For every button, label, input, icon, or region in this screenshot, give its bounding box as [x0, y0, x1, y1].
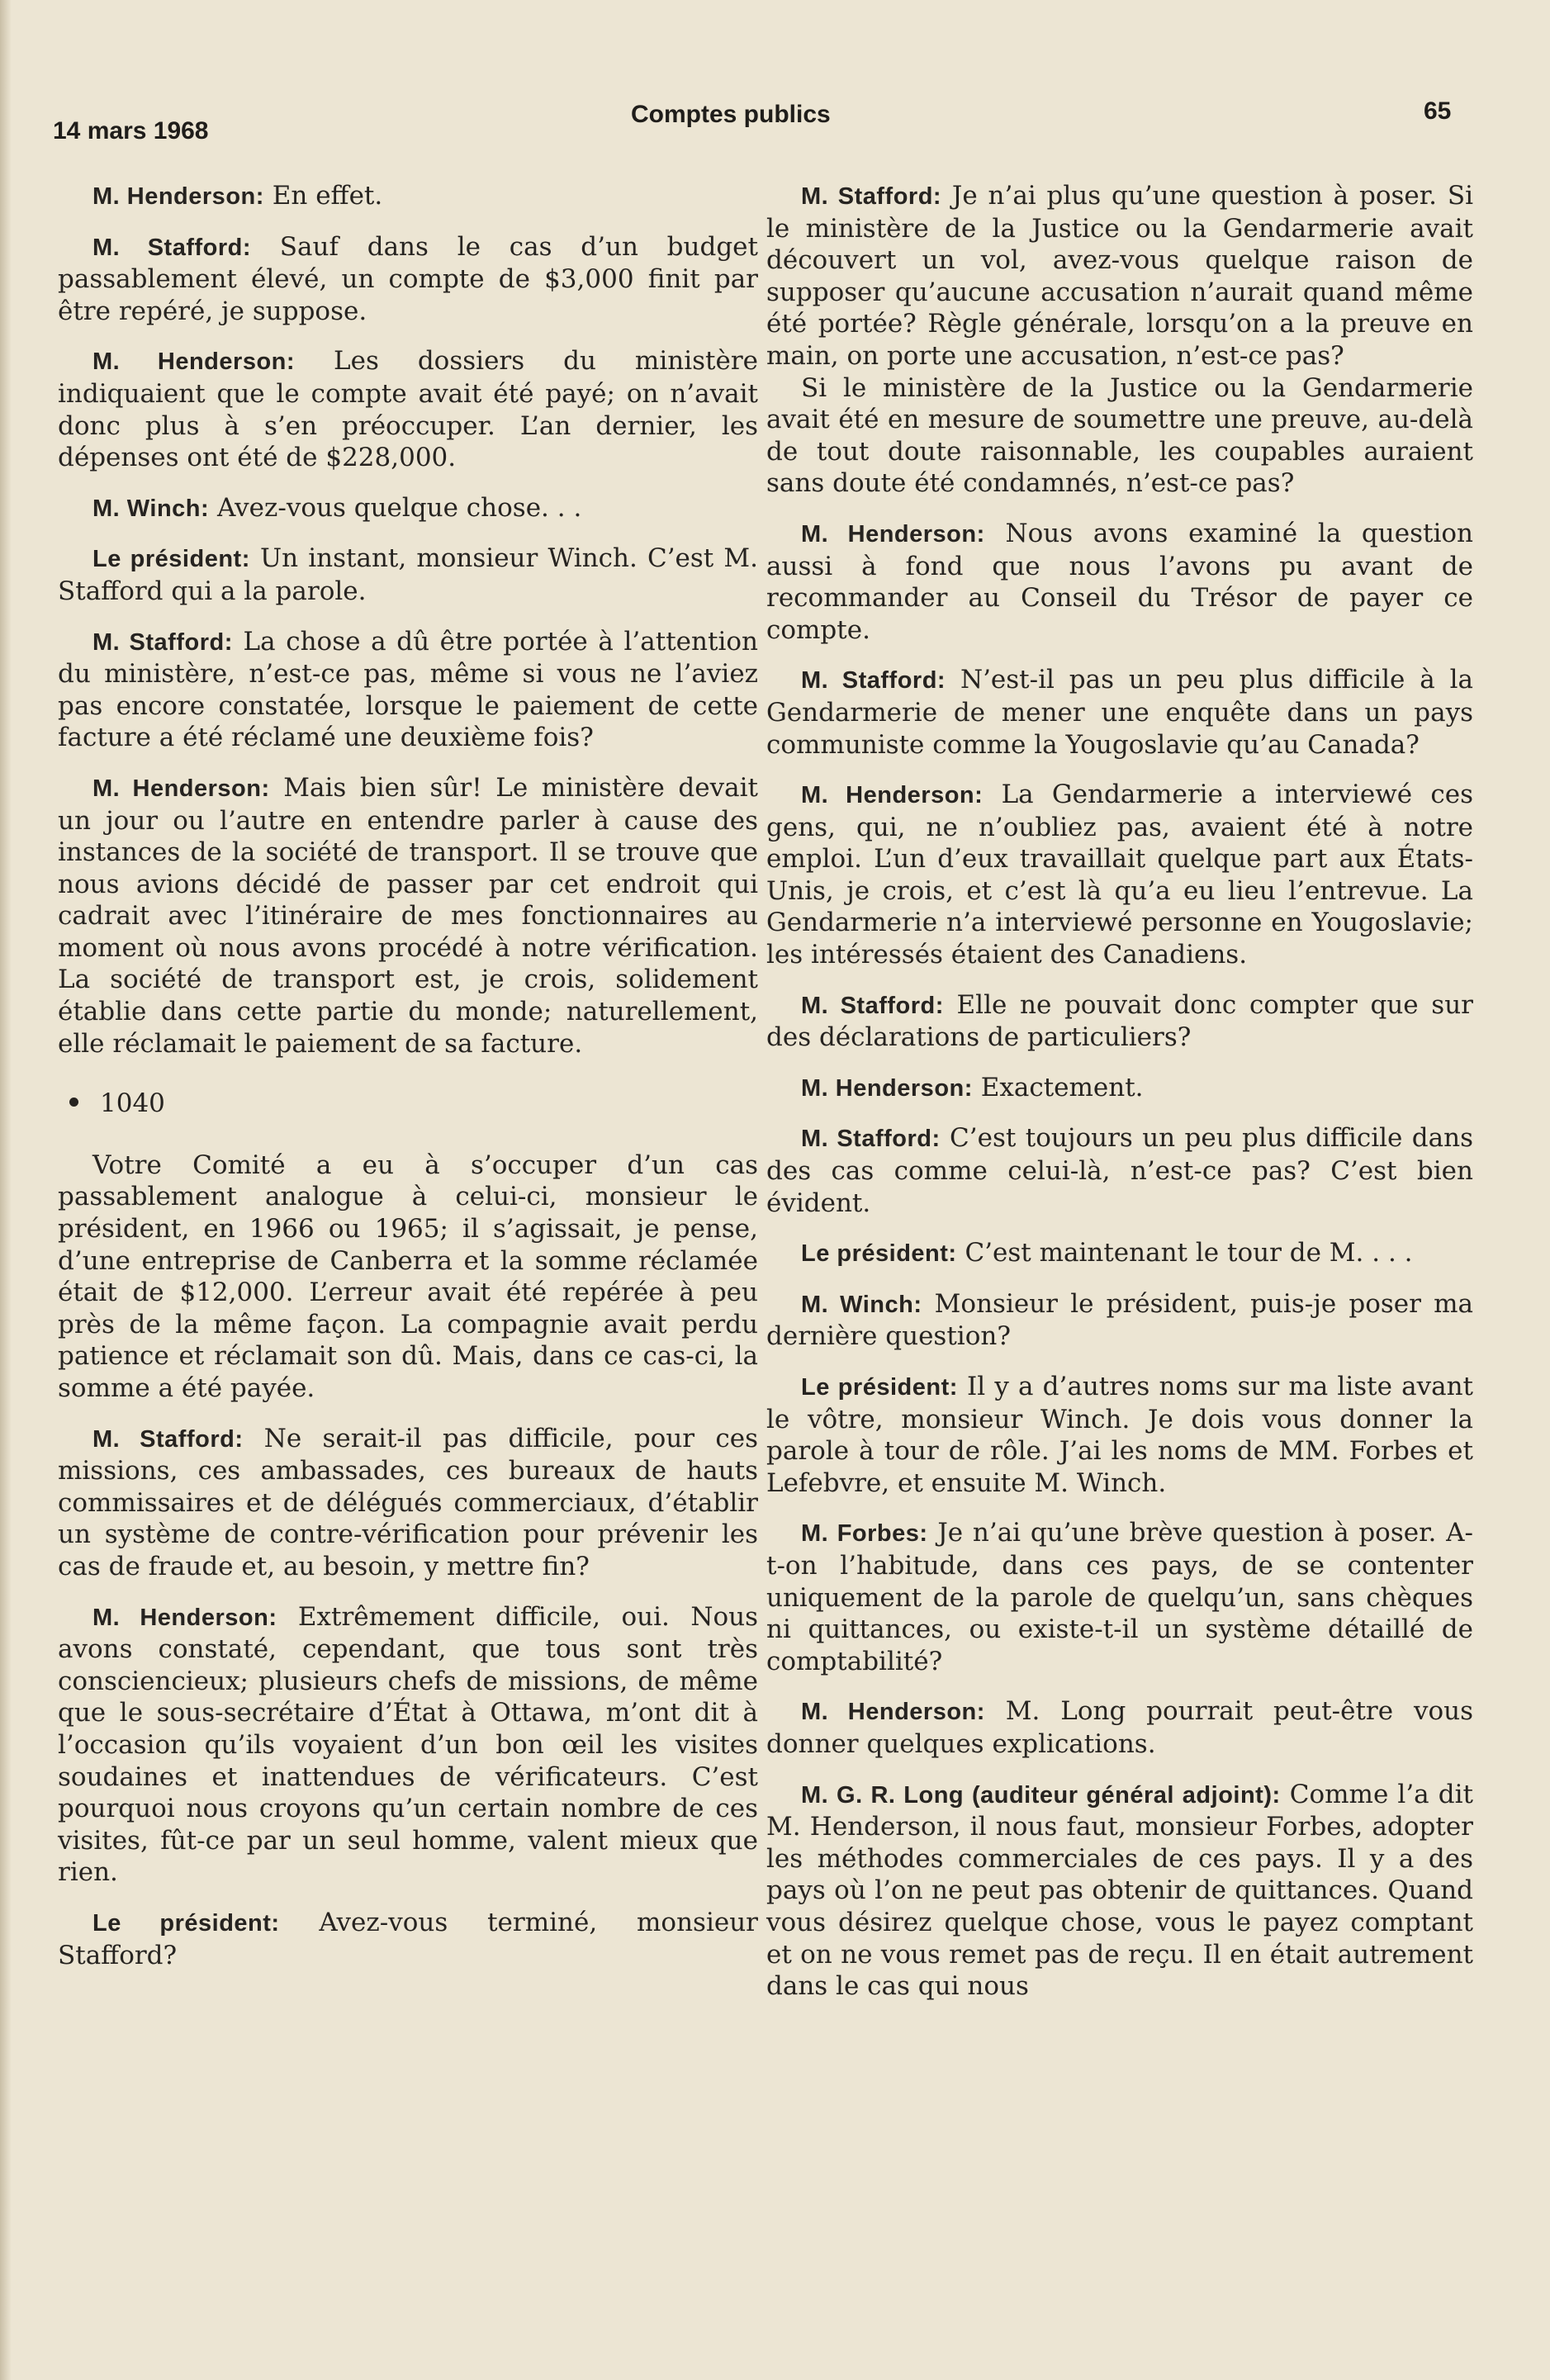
auditor-narrative: Votre Comité a eu à s’occuper d’un cas passablement analogue à celui-ci, monsieur le président, en 1966 ou 1965; il s’agissait, je pense, d’une entreprise de Canberra et la somme réclamée était de $12,000. L’erreur avait été repérée à peu près de la même façon. La compagnie avait perdu patience et réclamait son dû. Mais, dans ce cas-ci, la somme a été payée.	[58, 1150, 758, 1403]
transcript-paragraph	[58, 180, 758, 213]
speaker-name: M. Henderson:	[92, 1604, 277, 1631]
left-column-dialogue-b	[58, 1423, 758, 1972]
speech-text: Avez-vous quelque chose. . .	[209, 492, 582, 523]
speech-text: Les dossiers du ministère indiquaient que le compte avait été payé; on n’avait donc plus à s’en préoccuper. L’an dernier, les dépenses ont été de $228,000.	[58, 346, 758, 473]
page-binding-edge	[0, 0, 12, 2380]
speaker-name: M. Henderson:	[801, 782, 984, 809]
speech-text: Je n’ai plus qu’une question à poser. Si le ministère de la Justice ou la Gendarmerie avait découvert un vol, avez-vous quelque raison de supposer qu’aucune accusation n’aurait quand même été portée? Règle générale, lorsqu’on a la preuve en main, on porte une accusation, n’est-ce pas?	[766, 181, 1473, 371]
section-marker	[69, 1088, 758, 1120]
speech-text: Elle ne pouvait donc compter que sur des déclarations de particuliers?	[766, 989, 1473, 1053]
right-column	[766, 180, 1473, 2021]
transcript-paragraph	[766, 664, 1473, 761]
transcript-paragraph	[766, 989, 1473, 1054]
speech-text: Comme l’a dit M. Henderson, il nous faut, monsieur Forbes, adopter les méthodes commerciales de ces pays. Il y a des pays où l’on ne peut pas obtenir de quittances. Quand vous désirez quelque chose, vous le payez comptant et on ne vous remet pas de reçu. Il en était autrement dans le cas qui nous	[766, 1779, 1473, 2002]
speech-text: C’est toujours un peu plus difficile dans des cas comme celui-là, n’est-ce pas? C’est bien évident.	[766, 1123, 1473, 1218]
speaker-name: M. Forbes:	[801, 1520, 928, 1548]
transcript-paragraph	[58, 626, 758, 754]
transcript-paragraph	[766, 1695, 1473, 1760]
speech-text: Avez-vous terminé, monsieur Stafford?	[58, 1907, 759, 1970]
speech-text: En effet.	[263, 181, 383, 211]
speech-text: N’est-il pas un peu plus difficile à la Gendarmerie de mener une enquête dans un pays communiste comme la Yougoslavie qu’au Canada?	[766, 665, 1473, 760]
speaker-name: Le président:	[92, 1909, 280, 1937]
speaker-name: M. Stafford:	[801, 667, 946, 695]
transcript-paragraph	[58, 1907, 758, 1971]
transcript-paragraph	[58, 231, 758, 328]
speech-text: Extrêmement difficile, oui. Nous avons constaté, cependant, que tous sont très consciencieux; plusieurs chefs de missions, de même que le sous-secrétaire d’État à Ottawa, m’ont dit à l’occasion qu’ils voyaient d’un bon œil les visites soudaines et inattendues de vérificateurs. C’est pourquoi nous croyons qu’un certain nombre de ces visites, fût-ce par un seul homme, valent mieux que rien.	[58, 1601, 758, 1888]
header-date: 14 mars 1968	[53, 117, 209, 145]
transcript-paragraph	[766, 1072, 1473, 1105]
speaker-name: M. G. R. Long (auditeur général adjoint):	[801, 1781, 1281, 1809]
transcript-paragraph	[766, 1288, 1473, 1353]
speech-text: Exactement.	[972, 1072, 1144, 1102]
transcript-paragraph	[766, 518, 1473, 646]
speech-text: La chose a dû être portée à l’attention du ministère, n’est-ce pas, même si vous ne l’aviez pas encore constatée, lorsque le paiement de cette facture a été réclamé une deuxième fois?	[58, 626, 758, 753]
speech-text: Si le ministère de la Justice ou la Gendarmerie avait été en mesure de soumettre une preuve, au-delà de tout doute raisonnable, les coupables auraient sans doute été condamnés, n’est-ce pas?	[766, 372, 1473, 499]
speaker-name: M. Henderson:	[92, 775, 270, 802]
speaker-name: M. Henderson:	[92, 183, 264, 210]
speech-text: Je n’ai qu’une brève question à poser. A-t-on l’habitude, dans ces pays, de se contenter uniquement de la parole de quelqu’un, sans chèques ni quittances, ou existe-t-il un système détaillé de comptabilité?	[766, 1518, 1473, 1676]
page-header	[53, 97, 1457, 145]
speaker-name: M. Winch:	[801, 1291, 922, 1318]
speech-text: Ne serait-il pas difficile, pour ces missions, ces ambassades, ces bureaux de hauts commissaires et de délégués commerciaux, d’établir un système de contre-vérification pour prévenir les cas de fraude et, au besoin, y mettre fin?	[58, 1423, 758, 1581]
speaker-name: M. Stafford:	[92, 234, 252, 261]
speaker-name: Le président:	[801, 1240, 957, 1268]
speaker-name: M. Henderson:	[801, 1699, 985, 1726]
page-number: 65	[1424, 97, 1452, 125]
transcript-paragraph	[58, 1601, 758, 1889]
speaker-name: Le président:	[92, 546, 250, 573]
transcript-paragraph	[766, 1371, 1473, 1499]
right-column-dialogue	[766, 180, 1473, 2003]
speaker-name: M. Henderson:	[801, 1074, 973, 1102]
transcript-paragraph	[766, 1517, 1473, 1677]
bullet-icon	[69, 1098, 78, 1107]
speaker-name: M. Winch:	[92, 495, 210, 522]
header-title: Comptes publics	[631, 101, 831, 128]
speech-text: M. Long pourrait peut-être vous donner quelques explications.	[766, 1696, 1473, 1759]
speech-text: Un instant, monsieur Winch. C’est M. Stafford qui a la parole.	[58, 543, 758, 606]
speech-text: La Gendarmerie a interviewé ces gens, qui, ne n’oubliez pas, avaient été à notre emploi. L’un d’eux travaillait quelque part aux États-Unis, je crois, et c’est là qu’a eu lieu l’entrevue. La Gendarmerie n’a interviewé personne en Yougoslavie; les intéressés étaient des Canadiens.	[766, 780, 1473, 970]
section-number: 1040	[100, 1088, 165, 1119]
transcript-paragraph	[766, 1122, 1473, 1219]
transcript-paragraph	[58, 543, 758, 607]
transcript-paragraph	[58, 492, 758, 525]
speech-text: C’est maintenant le tour de M. . . .	[956, 1238, 1413, 1268]
speaker-name: M. Stafford:	[801, 992, 944, 1019]
speaker-name: M. Henderson:	[92, 348, 296, 376]
speaker-name: M. Henderson:	[801, 520, 985, 548]
speaker-name: M. Stafford:	[92, 628, 233, 656]
speech-text: Sauf dans le cas d’un budget passablement élevé, un compte de $3,000 finit par être repéré, je suppose.	[58, 231, 758, 326]
speech-text: Mais bien sûr! Le ministère devait un jour ou l’autre en entendre parler à cause des instances de la société de transport. Il se trouve que nous avions décidé de passer par cet endroit qui cadrait avec l’itinéraire de mes fonctionnaires au moment où nous avons procédé à notre vérification. La société de transport est, je crois, solidement établie dans cette partie du monde; naturellement, elle réclamait le paiement de sa facture.	[58, 772, 758, 1059]
speech-text: Il y a d’autres noms sur ma liste avant le vôtre, monsieur Winch. Je dois vous donner la parole à tour de rôle. J’ai les noms de MM. Forbes et Lefebvre, et ensuite M. Winch.	[766, 1372, 1473, 1498]
left-column-dialogue-a	[58, 180, 758, 1060]
transcript-paragraph	[766, 779, 1473, 971]
transcript-paragraph	[58, 1423, 758, 1583]
speaker-name: M. Stafford:	[92, 1425, 244, 1453]
speaker-name: M. Stafford:	[801, 183, 942, 210]
speaker-name: M. Stafford:	[801, 1126, 941, 1153]
transcript-paragraph	[58, 772, 758, 1060]
transcript-paragraph	[766, 180, 1473, 372]
transcript-paragraph	[766, 1237, 1473, 1270]
transcript-paragraph	[58, 345, 758, 473]
speech-text: Nous avons examiné la question aussi à fond que nous l’avons pu avant de recommander au Conseil du Trésor de payer ce compte.	[766, 518, 1474, 645]
speaker-name: Le président:	[801, 1374, 958, 1401]
left-column	[58, 180, 758, 1989]
transcript-paragraph	[766, 1779, 1473, 2003]
transcript-paragraph	[766, 372, 1473, 500]
speech-text: Monsieur le président, puis-je poser ma dernière question?	[766, 1288, 1473, 1352]
